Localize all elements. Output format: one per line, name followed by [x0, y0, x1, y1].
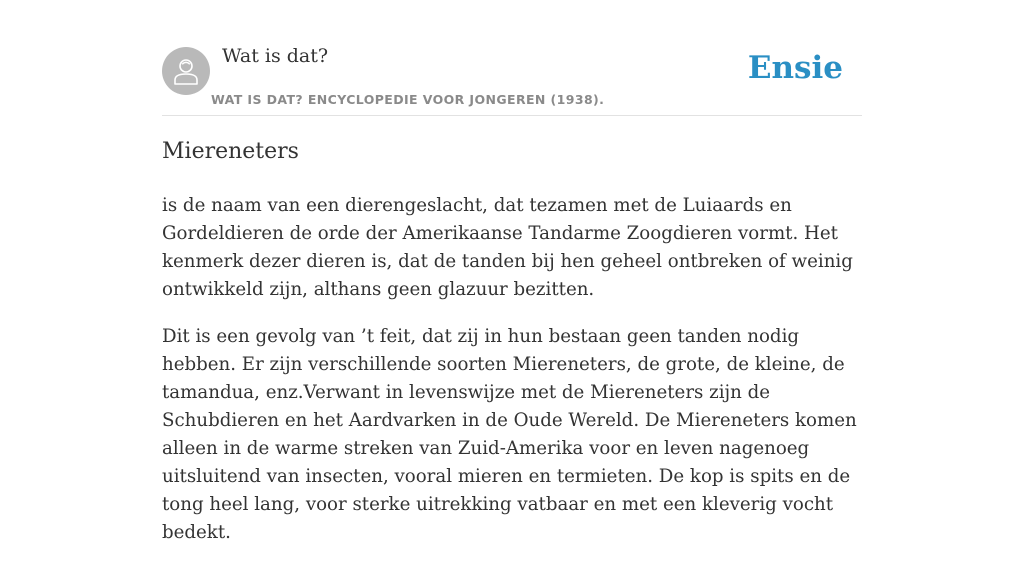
- source-header: [162, 0, 862, 116]
- entry-paragraph-1: is de naam van een dierengeslacht, dat tezamen met de Luiaards en Gordeldieren de orde der Amerikaanse Tandarme Zoogdieren vormt. Het kenmerk dezer dieren is, dat de tanden bij hen geheel ontbreken of weinig ontwikkeld zijn, althans geen glazuur bezitten.: [162, 195, 853, 300]
- user-icon[interactable]: [162, 47, 210, 95]
- brand-logo[interactable]: Ensie: [747, 50, 843, 86]
- source-subtitle[interactable]: WAT IS DAT? ENCYCLOPEDIE VOOR JONGEREN (1938).: [211, 92, 605, 107]
- entry-paragraph-2: Dit is een gevolg van ’t feit, dat zij in hun bestaan geen tanden nodig hebben. Er zijn verschillende soorten Miereneters, de grote, de kleine, de tamandua, enz.Verwant in levenswijze met de Miereneters zijn de Schubdieren en het Aardvarken in de Oude Wereld. De Miereneters komen alleen in de warme streken van Zuid-Amerika voor en leven nagenoeg uitsluitend van insecten, vooral mieren en termieten. De kop is spits en de tong heel lang, voor sterke uitrekking vatbaar en met een kleverig vocht bedekt.: [162, 326, 857, 543]
- entry-body: [162, 192, 862, 566]
- user-icon-graphic: [169, 54, 203, 88]
- entry-title: Miereneters: [162, 139, 299, 164]
- source-title[interactable]: Wat is dat?: [222, 45, 329, 67]
- content-container: [162, 0, 862, 543]
